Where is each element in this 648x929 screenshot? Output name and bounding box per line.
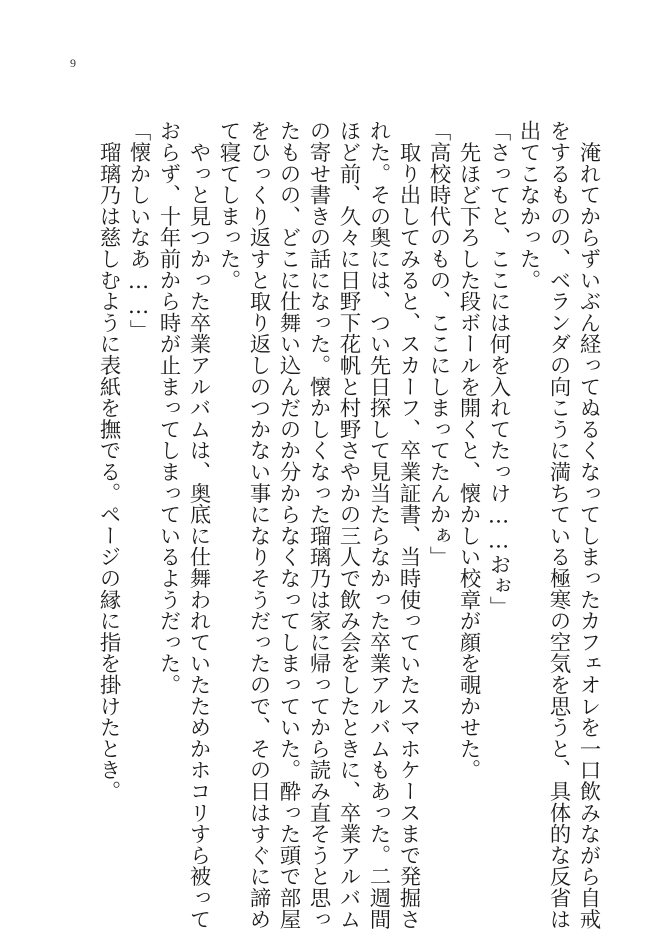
text-line: 「懐かしいなあ……」 [126,120,151,341]
text-line: をひっくり返すと取り返しのつかない事になりそうだったので、その日はすぐに諦め [246,120,271,929]
text-line: をするものの、ベランダの向こうに満ちている極寒の空気を思うと、具体的な反省は [546,120,571,929]
page-number: 9 [70,56,76,70]
text-line: 「さってと、ここには何を入れてたっけ……おぉ」 [486,120,511,618]
text-line: て寝てしまった。 [216,120,241,291]
text-line: 取り出してみると、スカーフ、卒業証書、当時使っていたスマホケースまで発掘さ [396,120,421,929]
text-line: れた。その奥には、つい先日探して見当たらなかった卒業アルバムもあった。二週間 [366,120,391,929]
text-line: やっと見つかった卒業アルバムは、奥底に仕舞われていたためかホコリすら被って [186,120,211,929]
text-line: の寄せ書きの話になった。懐かしくなった瑠璃乃は家に帰ってから読み直そうと思っ [306,120,331,929]
text-line: 淹れてからずいぶん経ってぬるくなってしまったカフェオレを一口飲みながら自戒 [576,120,601,929]
text-line: ほど前、久々に日野下花帆と村野さやかの三人で飲み会をしたときに、卒業アルバム [336,120,361,929]
text-line: 「高校時代のもの、ここにしまってたんかぁ」 [426,120,451,568]
text-line: 出てこなかった。 [516,120,541,291]
text-line: おらず、十年前から時が止まってしまっているようだった。 [156,120,181,696]
text-line: 先ほど下ろした段ボールを開くと、懐かしい校章が顔を覗かせた。 [456,120,481,781]
text-line: たものの、どこに仕舞い込んだのか分からなくなってしまっていた。酔った頭で部屋 [276,120,301,929]
text-line: 瑠璃乃は慈しむように表紙を撫でる。ページの縁に指を掛けたとき。 [96,120,121,802]
